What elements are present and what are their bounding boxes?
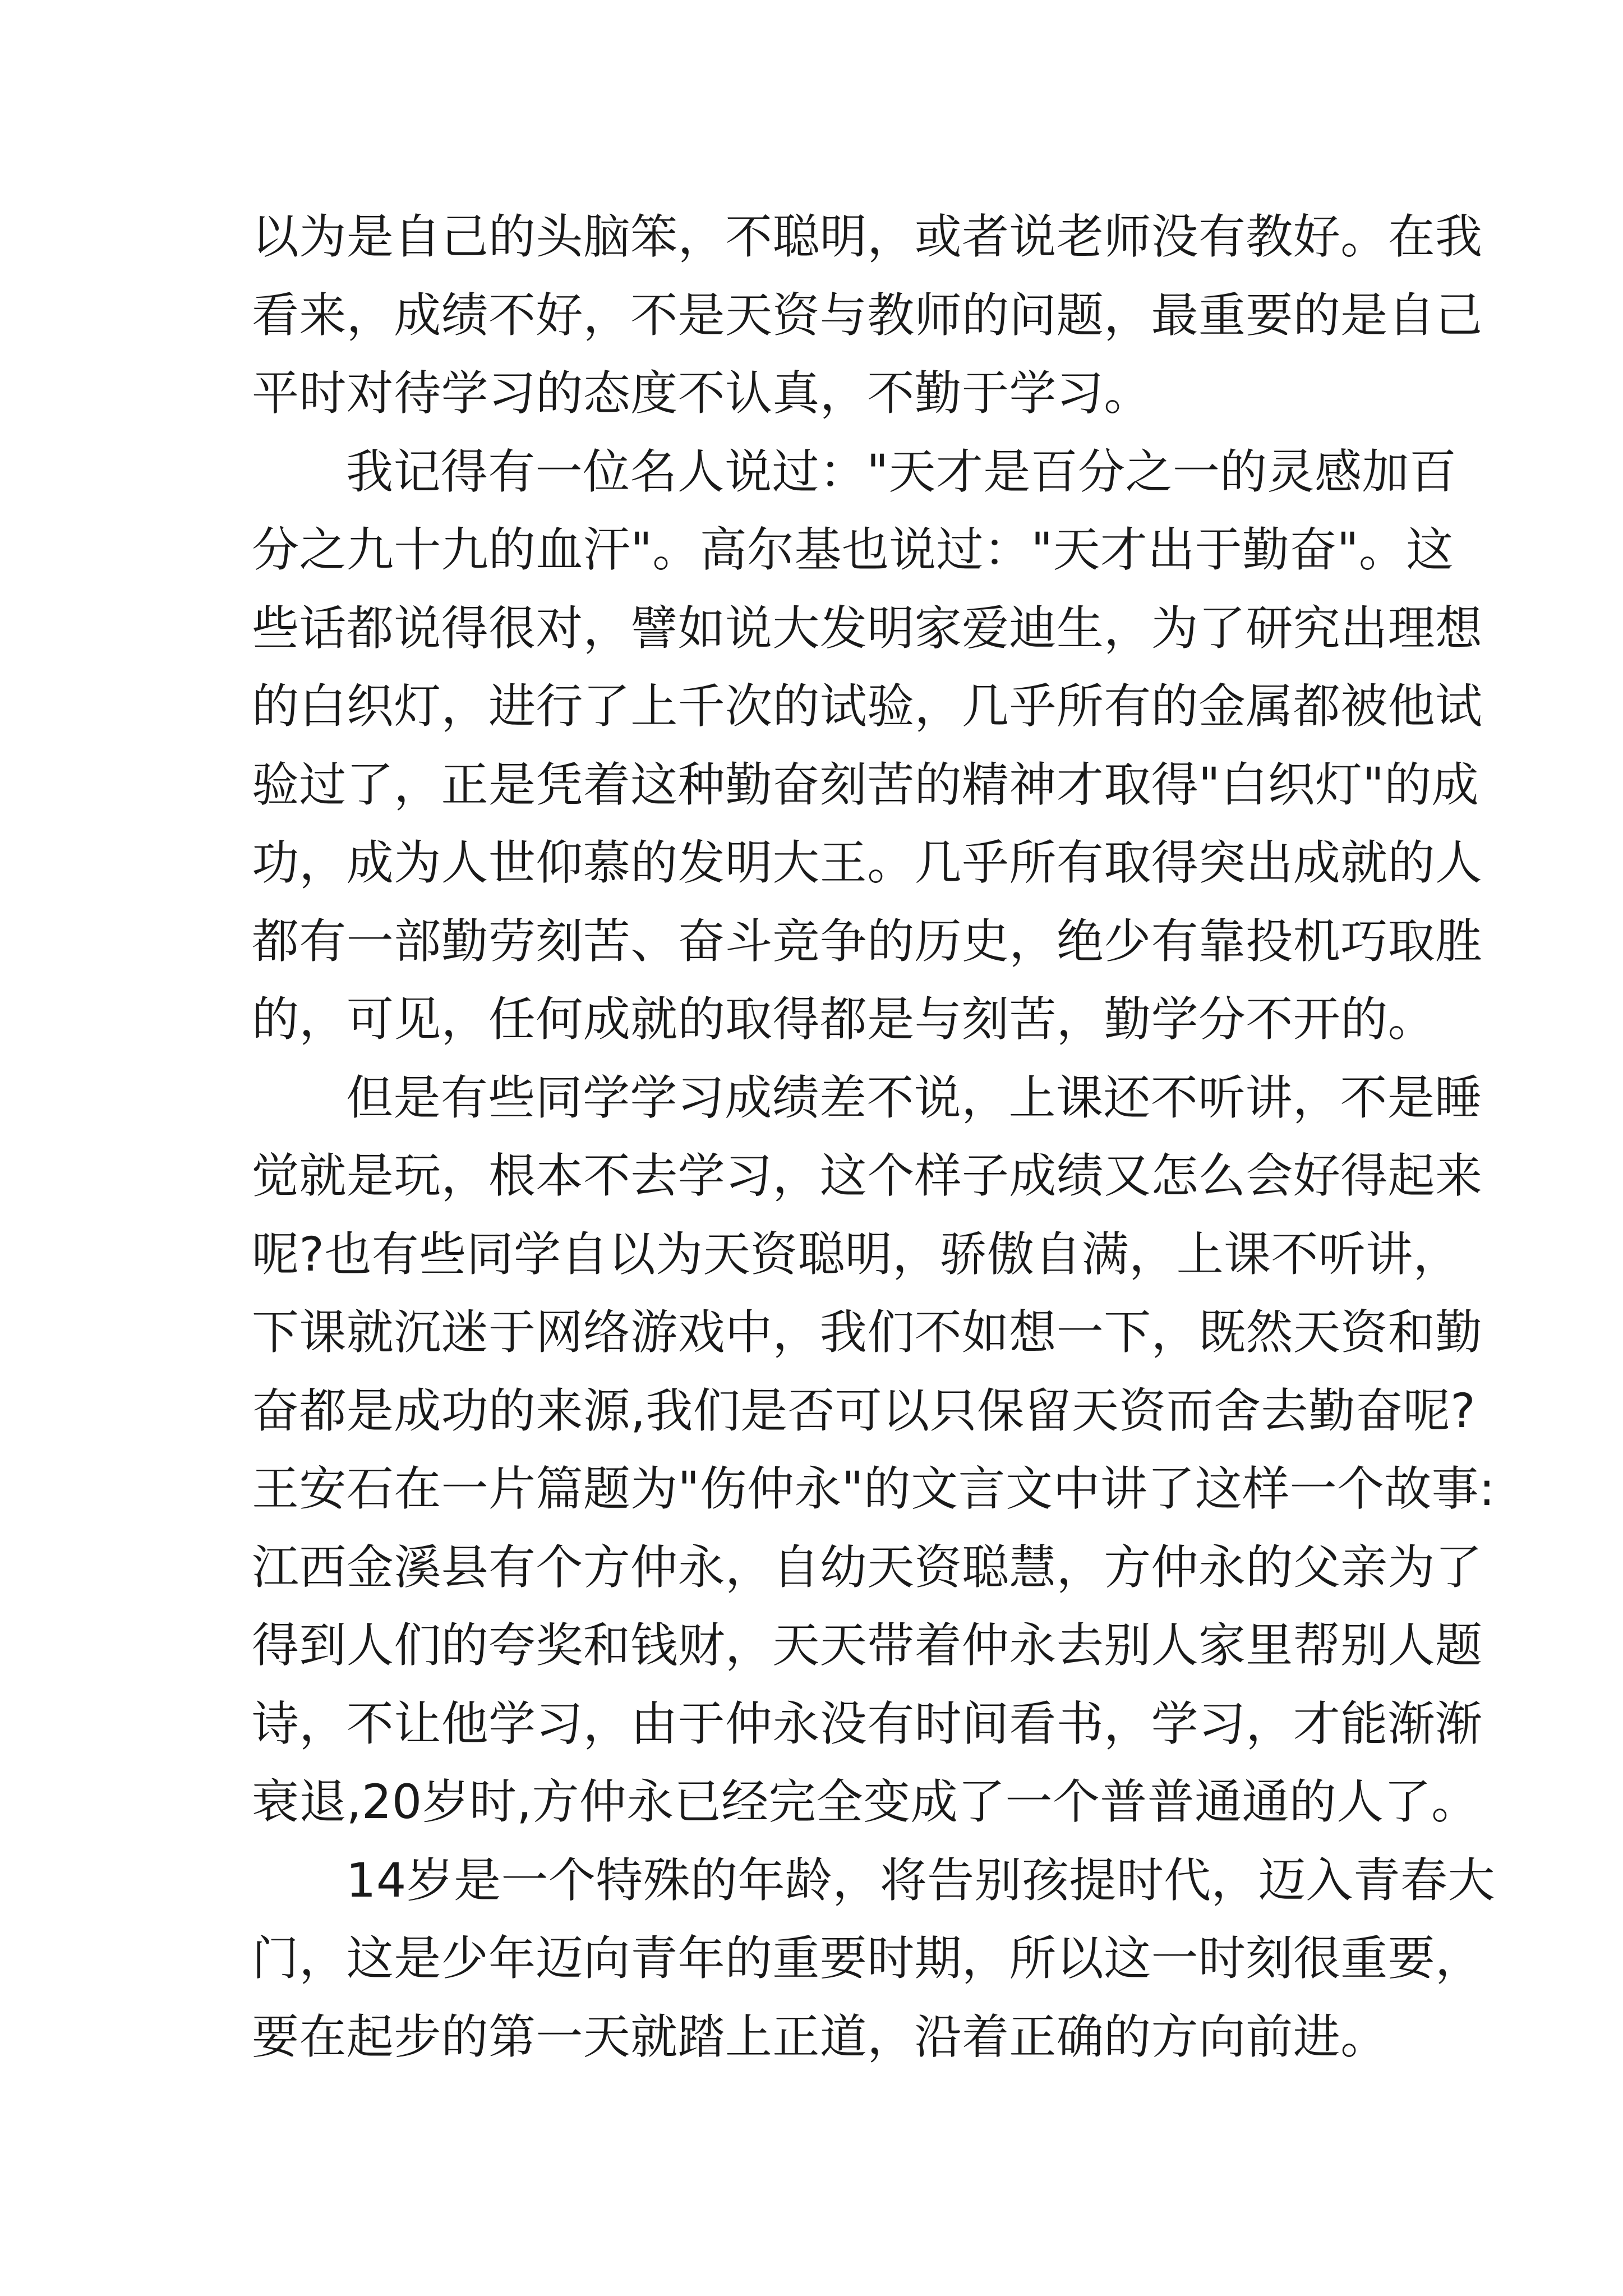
text-line: 但是有些同学学习成绩差不说，上课还不听讲，不是睡 (346, 1070, 1482, 1125)
text-line: 功，成为人世仰慕的发明大王。几乎所有取得突出成就的人 (252, 835, 1483, 890)
text-line: 要在起步的第一天就踏上正道，沿着正确的方向前进。 (252, 2009, 1388, 2064)
paragraph (252, 433, 1483, 1059)
text-line: 的白织灯，进行了上千次的试验，几乎所有的金属都被他试 (252, 679, 1483, 734)
text-line: 觉就是玩，根本不去学习，这个样子成绩又怎么会好得起来 (252, 1148, 1483, 1203)
document-body (252, 198, 1495, 2076)
text-line: 验过了，正是凭着这种勤奋刻苦的精神才取得"白织灯"的成 (252, 757, 1479, 812)
text-line: 门，这是少年迈向青年的重要时期，所以这一时刻很重要， (252, 1931, 1483, 1986)
text-line: 看来，成绩不好，不是天资与教师的问题，最重要的是自己 (252, 287, 1483, 343)
text-line: 呢?也有些同学自以为天资聪明，骄傲自满，上课不听讲， (252, 1226, 1460, 1282)
text-line: 我记得有一位名人说过："天才是百分之一的灵感加百 (346, 444, 1457, 499)
text-line: 诗，不让他学习，由于仲永没有时间看书，学习，才能渐渐 (252, 1696, 1483, 1751)
text-line: 14岁是一个特殊的年龄，将告别孩提时代，迈入青春大 (346, 1852, 1495, 1908)
text-line: 以为是自己的头脑笨，不聪明，或者说老师没有教好。在我 (252, 209, 1483, 264)
paragraph (252, 1842, 1495, 2077)
text-line: 些话都说得很对，譬如说大发明家爱迪生，为了研究出理想 (252, 600, 1483, 656)
text-line: 的，可见，任何成就的取得都是与刻苦，勤学分不开的。 (252, 992, 1436, 1047)
text-line: 下课就沉迷于网络游戏中，我们不如想一下，既然天资和勤 (252, 1305, 1483, 1360)
paragraph (252, 1059, 1495, 1842)
text-line: 王安石在一片篇题为"伤仲永"的文言文中讲了这样一个故事: (252, 1461, 1495, 1516)
text-line: 得到人们的夸奖和钱财，天天带着仲永去别人家里帮别人题 (252, 1618, 1483, 1673)
text-line: 衰退,20岁时,方仲永已经完全变成了一个普普通通的人了。 (252, 1774, 1479, 1829)
text-line: 都有一部勤劳刻苦、奋斗竞争的历史，绝少有靠投机巧取胜 (252, 913, 1483, 969)
text-line: 平时对待学习的态度不认真，不勤于学习。 (252, 366, 1151, 421)
text-line: 江西金溪县有个方仲永，自幼天资聪慧，方仲永的父亲为了 (252, 1539, 1483, 1595)
text-line: 分之九十九的血汗"。高尔基也说过："天才出于勤奋"。这 (252, 522, 1454, 577)
paragraph (252, 198, 1483, 433)
text-line: 奋都是成功的来源,我们是否可以只保留天资而舍去勤奋呢? (252, 1383, 1476, 1438)
